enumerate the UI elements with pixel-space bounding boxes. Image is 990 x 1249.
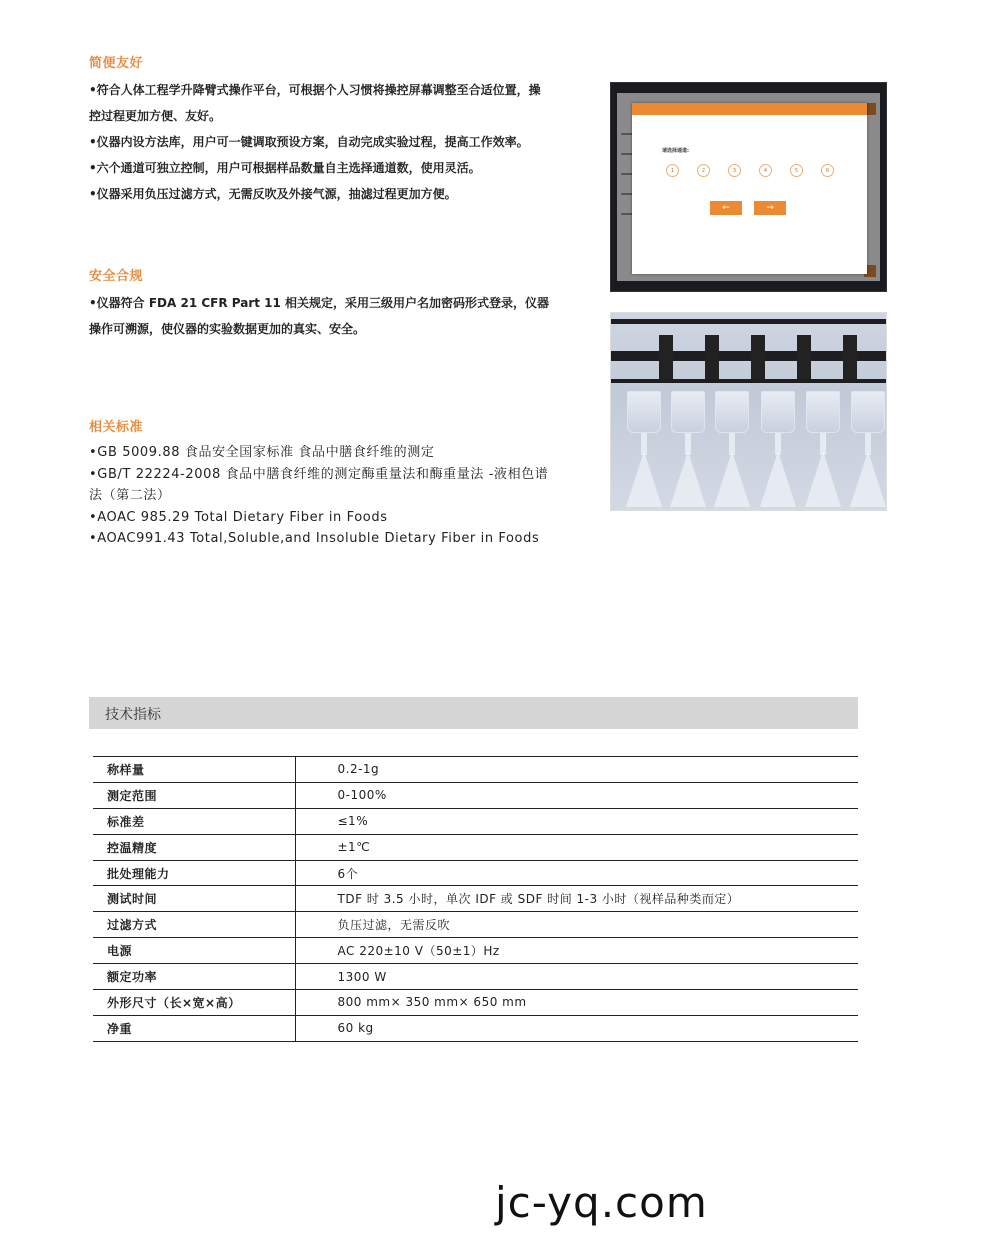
- spec-key: 电源: [93, 938, 295, 964]
- safety-item: •仪器符合 FDA 21 CFR Part 11 相关规定，采用三级用户名加密码形式登录，仪器操作可溯源，使仪器的实验数据更加的真实、安全。: [89, 296, 550, 336]
- top-rail: [611, 319, 886, 324]
- section-title-safety: 安全合规: [89, 269, 144, 284]
- spec-key: 标准差: [93, 808, 295, 834]
- channel-button-2[interactable]: 2: [697, 164, 710, 177]
- spec-value: 0.2-1g: [295, 757, 858, 783]
- spec-key: 测试时间: [93, 886, 295, 912]
- spec-key: 批处理能力: [93, 860, 295, 886]
- table-row: [93, 808, 858, 834]
- standard-item: •AOAC991.43 Total,Soluble,and Insoluble Dietary Fiber in Foods: [89, 531, 540, 546]
- table-row: [93, 757, 858, 783]
- tablet-screen-image: [610, 82, 887, 292]
- standard-item: •GB/T 22224-2008 食品中膳食纤维的测定酶重量法和酶重量法 -液相色谱法（第二法）: [89, 466, 549, 503]
- spec-value: TDF 时 3.5 小时，单次 IDF 或 SDF 时间 1-3 小时（视样品种类而定）: [295, 886, 858, 912]
- spec-key: 控温精度: [93, 834, 295, 860]
- channel-select-dialog: [632, 103, 867, 274]
- spec-value: 800 mm× 350 mm× 650 mm: [295, 990, 858, 1016]
- table-row: [93, 1015, 858, 1041]
- table-row: [93, 834, 858, 860]
- spec-value: 6个: [295, 860, 858, 886]
- ease-item: •符合人体工程学升降臂式操作平台，可根据个人习惯将操控屏幕调整至合适位置，操控过程更加方便、友好。: [89, 83, 541, 123]
- table-row: [93, 990, 858, 1016]
- channel-button-4[interactable]: 4: [759, 164, 772, 177]
- spec-key: 外形尺寸（长×宽×高）: [93, 990, 295, 1016]
- spec-value: 60 kg: [295, 1015, 858, 1041]
- spec-value: ≤1%: [295, 808, 858, 834]
- spec-key: 净重: [93, 1015, 295, 1041]
- spec-key: 称样量: [93, 757, 295, 783]
- spec-key: 额定功率: [93, 964, 295, 990]
- prev-arrow-button[interactable]: ←: [710, 201, 742, 215]
- table-row: [93, 912, 858, 938]
- ease-item: •仪器内设方法库，用户可一键调取预设方案，自动完成实验过程，提高工作效率。: [89, 135, 529, 149]
- table-row: [93, 782, 858, 808]
- specs-table: [93, 756, 858, 1042]
- standards-list: [89, 442, 551, 550]
- section-title-ease: 简便友好: [89, 56, 144, 71]
- tablet-status-bar: [611, 83, 886, 93]
- channel-button-1[interactable]: 1: [666, 164, 679, 177]
- channel-options: [666, 164, 834, 177]
- table-row: [93, 886, 858, 912]
- next-arrow-button[interactable]: →: [754, 201, 786, 215]
- section-title-standards: 相关标准: [89, 420, 144, 435]
- specs-header: [89, 697, 858, 729]
- standard-item: •GB 5009.88 食品安全国家标准 食品中膳食纤维的测定: [89, 445, 435, 460]
- channel-button-3[interactable]: 3: [728, 164, 741, 177]
- ease-item: •仪器采用负压过滤方式，无需反吹及外接气源，抽滤过程更加方便。: [89, 187, 457, 201]
- channel-button-5[interactable]: 5: [790, 164, 803, 177]
- table-row: [93, 964, 858, 990]
- filtration-apparatus-photo: [610, 312, 887, 511]
- spec-key: 测定范围: [93, 782, 295, 808]
- table-row: [93, 938, 858, 964]
- ease-item: •六个通道可独立控制，用户可根据样品数量自主选择通道数，使用灵活。: [89, 161, 481, 175]
- specs-title: 技术指标: [105, 707, 161, 723]
- spec-value: ±1℃: [295, 834, 858, 860]
- dialog-label: 请选择通道:: [662, 148, 690, 154]
- spec-value: 1300 W: [295, 964, 858, 990]
- dialog-header-bar: [632, 103, 867, 115]
- spec-value: 0-100%: [295, 782, 858, 808]
- standard-item: •AOAC 985.29 Total Dietary Fiber in Foods: [89, 509, 388, 525]
- spec-key: 过滤方式: [93, 912, 295, 938]
- bottom-rail: [611, 379, 886, 383]
- spec-value: AC 220±10 V（50±1）Hz: [295, 938, 858, 964]
- dialog-nav: [710, 201, 786, 215]
- footer-website-url: jc-yq.com: [495, 1178, 708, 1227]
- spec-value: 负压过滤，无需反吹: [295, 912, 858, 938]
- ease-paragraphs: [89, 77, 551, 207]
- table-row: [93, 860, 858, 886]
- channel-button-6[interactable]: 6: [821, 164, 834, 177]
- safety-paragraphs: [89, 290, 551, 342]
